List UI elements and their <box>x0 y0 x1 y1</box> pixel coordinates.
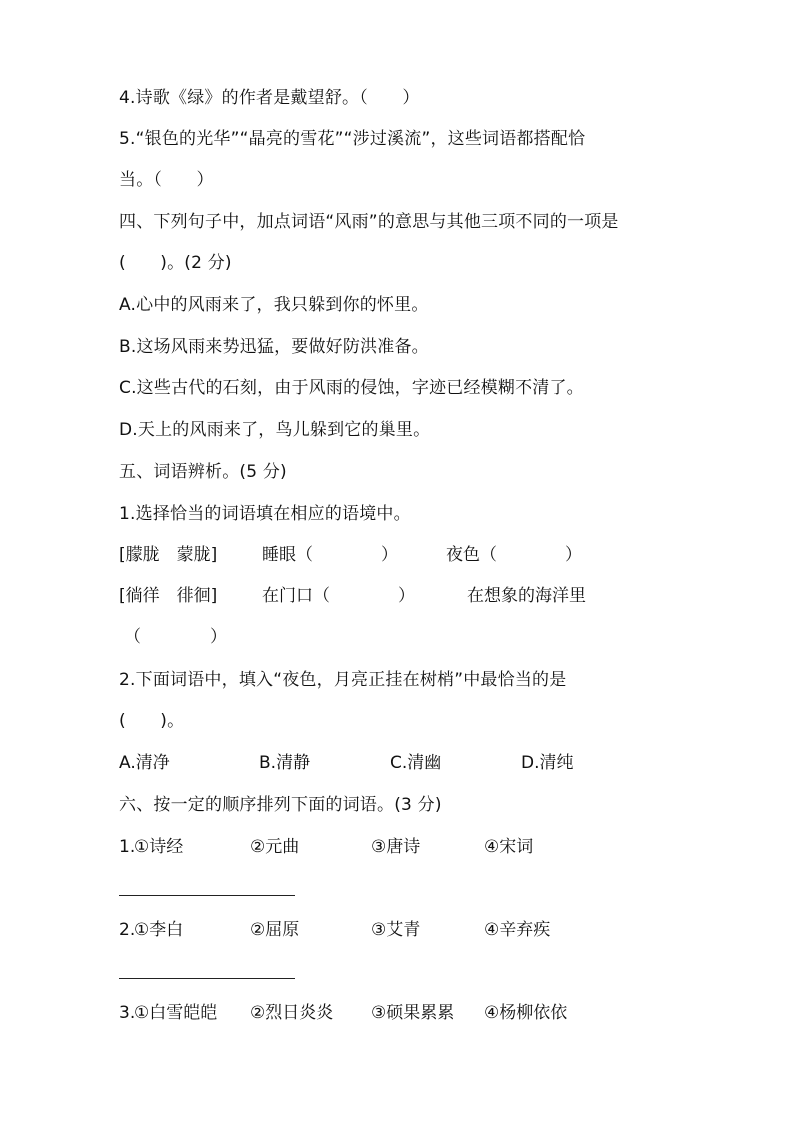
section6-q1-item-3: ③唐诗 <box>371 837 421 857</box>
section5-heading: 五、词语辨析。(5 分) <box>119 462 287 482</box>
answer-line-1 <box>119 895 295 896</box>
true-false-item-5-line1: 5.“银色的光华”“晶亮的雪花”“涉过溪流”，这些词语都搭配恰 <box>119 129 586 149</box>
section6-q1-item-2: ②元曲 <box>250 837 300 857</box>
word-pair-2: [徜徉 徘徊] <box>119 586 218 606</box>
section6-q3-item-3: ③硕果累累 <box>371 1003 455 1023</box>
section6-q1-number: 1. <box>119 837 136 857</box>
section4-option-b: B.这场风雨来势迅猛，要做好防洪准备。 <box>119 337 429 357</box>
section6-q2-item-2: ②屈原 <box>250 920 300 940</box>
section4-option-a: A.心中的风雨来了，我只躲到你的怀里。 <box>119 295 429 315</box>
section6-q1-item-1: ①诗经 <box>134 837 184 857</box>
q2-option-d: D.清纯 <box>521 753 574 773</box>
section5-q1-row3-blank: （ ） <box>124 627 228 647</box>
section6-q2-item-4: ④辛弃疾 <box>484 920 551 940</box>
true-false-item-4: 4.诗歌《绿》的作者是戴望舒。（ ） <box>119 88 420 108</box>
section6-q3-item-4: ④杨柳依依 <box>484 1003 568 1023</box>
q2-option-c: C.清幽 <box>390 753 442 773</box>
blank-imagination-sea: 在想象的海洋里 <box>467 586 586 606</box>
section5-q2-prompt-line2: ( )。 <box>119 711 185 731</box>
section6-q2-number: 2. <box>119 920 136 940</box>
q2-option-a: A.清净 <box>119 753 170 773</box>
section6-q3-number: 3. <box>119 1003 136 1023</box>
word-pair-1: [朦胧 蒙胧] <box>119 545 218 565</box>
blank-at-door: 在门口（ ） <box>262 586 415 606</box>
true-false-item-5-line2: 当。（ ） <box>119 170 214 190</box>
section6-q3-item-2: ②烈日炎炎 <box>250 1003 334 1023</box>
section6-q1-item-4: ④宋词 <box>484 837 534 857</box>
section6-heading: 六、按一定的顺序排列下面的词语。(3 分) <box>119 795 442 815</box>
section4-option-d: D.天上的风雨来了，鸟儿躲到它的巢里。 <box>119 420 431 440</box>
section5-q2-prompt-line1: 2.下面词语中，填入“夜色，月亮正挂在树梢”中最恰当的是 <box>119 670 567 690</box>
blank-night-color: 夜色（ ） <box>446 545 582 565</box>
q2-option-b: B.清静 <box>259 753 311 773</box>
section5-q1-prompt: 1.选择恰当的词语填在相应的语境中。 <box>119 504 411 524</box>
blank-sleepy-eyes: 睡眼（ ） <box>262 545 398 565</box>
section6-q3-item-1: ①白雪皑皑 <box>134 1003 218 1023</box>
section4-option-c: C.这些古代的石刻，由于风雨的侵蚀，字迹已经模糊不清了。 <box>119 378 584 398</box>
answer-line-2 <box>119 978 295 979</box>
section4-heading-line1: 四、下列句子中，加点词语“风雨”的意思与其他三项不同的一项是 <box>119 212 619 232</box>
section6-q2-item-1: ①李白 <box>134 920 184 940</box>
section6-q2-item-3: ③艾青 <box>371 920 421 940</box>
section4-heading-line2: ( )。(2 分) <box>119 253 232 273</box>
